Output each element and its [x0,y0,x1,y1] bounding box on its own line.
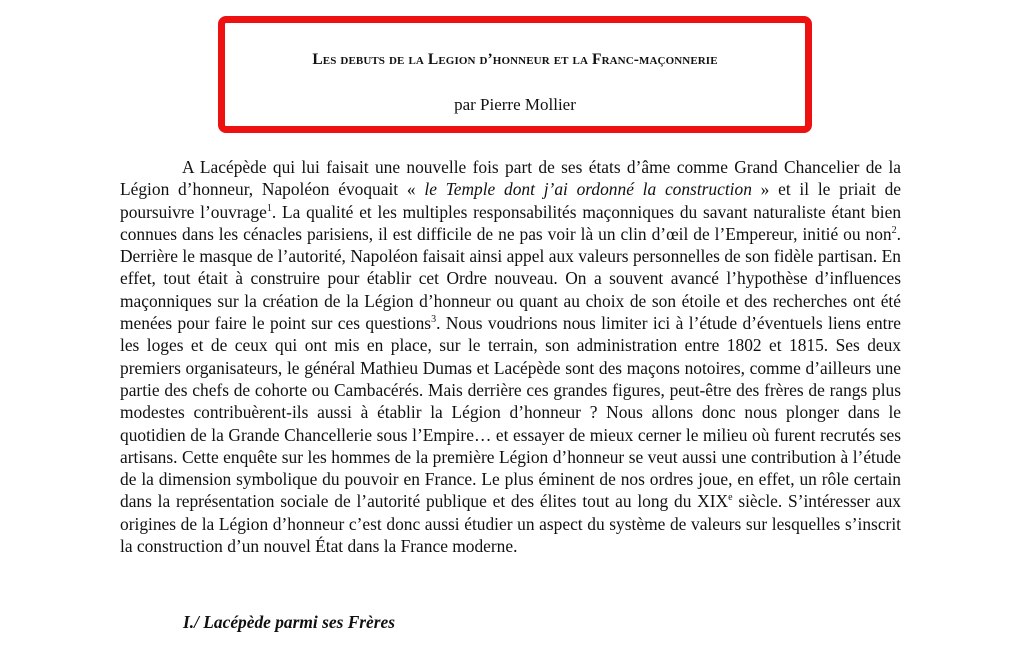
text-run: » et il le priait de poursuivre l’ouvrage [120,179,902,222]
text-run: . Derrière le masque de l’autorité, Napoléon faisait ainsi appel aux valeurs personnelles de son fidèle partisan. En effet, tout était à construire pour établir cet Ordre nouveau. On a souvent avancé l’hypothèse d’influences maçonniques sur la création de la Légion d’honneur ou quant au choix de son étoile et des recherches ont été menées pour faire le point sur ces questions [120,223,901,334]
quoted-phrase: le Temple dont j’ai ordonné la construction [424,179,752,200]
footnote-ref-3[interactable]: 3 [431,314,437,326]
body-paragraph [120,156,901,557]
title-frame [218,16,812,133]
paragraph [120,156,901,557]
document-title: Les debuts de la Legion d’honneur et la Franc-maçonnerie [312,51,718,68]
text-run: A Lacépède qui lui faisait une nouvelle fois part de ses états d’âme comme Grand Chancelier de la Légion d’honneur, Napoléon évoquait « [120,157,901,200]
text-run: siècle. S’intéresser aux origines de la Légion d’honneur c’est donc aussi étudier un aspect du système de valeurs sur lesquelles s’inscrit la construction d’un nouvel État dans la France moderne. [120,491,901,557]
document-author: par Pierre Mollier [454,95,576,114]
text-run: . La qualité et les multiples responsabilités maçonniques du savant naturaliste étant bien connues dans les cénacles parisiens, il est difficile de ne pas voir là un clin d’œil de l’Empereur, initié ou non [120,201,902,244]
section-heading: I./ Lacépède parmi ses Frères [183,612,396,632]
century-superscript: e [728,492,733,504]
footnote-ref-2[interactable]: 2 [891,225,897,237]
text-run: . Nous voudrions nous limiter ici à l’étude d’éventuels liens entre les loges et de ceux qui ont mis en place, sur le terrain, son administration entre 1802 et 1815. Ses deux premiers organisateurs, le général Mathieu Dumas et Lacépède sont des maçons notoires, comme d’ailleurs une partie des chefs de cohorte ou Cambacérés. Mais derrière ces grandes figures, peut-être des frères de rangs plus modestes contribuèrent-ils aussi à établir la Légion d’honneur ? Nous allons donc nous plonger dans le quotidien de la Grande Chancellerie sous l’Empire… et essayer de mieux cerner le milieu où furent recrutés ses artisans. Cette enquête sur les hommes de la première Légion d’honneur se veut aussi une contribution à l’étude de la dimension symbolique du pouvoir en France. Le plus éminent de nos ordres joue, en effet, un rôle certain dans la représentation sociale de l’autorité publique et des élites tout au long du XIX [120,313,901,512]
footnote-ref-1[interactable]: 1 [266,202,272,214]
